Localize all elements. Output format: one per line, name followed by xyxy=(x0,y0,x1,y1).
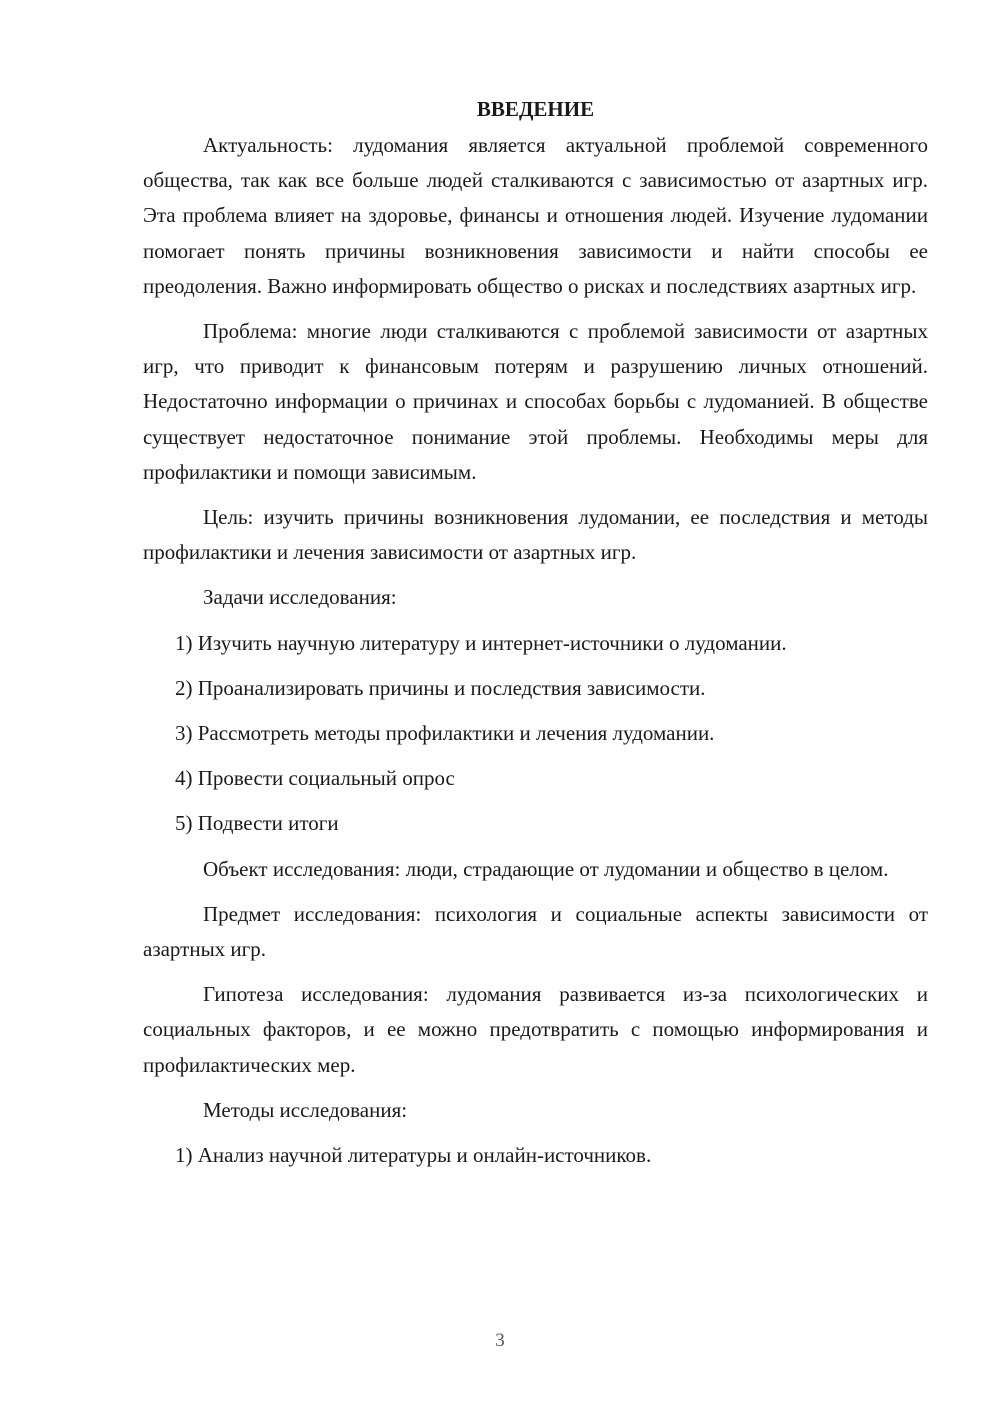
tasks-list xyxy=(143,626,928,842)
list-item: 4) Провести социальный опрос xyxy=(175,766,455,791)
paragraph-problem: Проблема: многие люди сталкиваются с проблемой зависимости от азартных игр, что приводит к финансовым потерям и разрушению личных отношений. Недостаточно информации о причинах и способах борьбы с лудоманией. В обществе существует недостаточное понимание этой проблемы. Необходимы меры для профилактики и помощи зависимым. xyxy=(143,319,928,484)
tasks-heading: Задачи исследования: xyxy=(203,585,397,610)
document-page xyxy=(143,92,928,1183)
paragraph-hypothesis: Гипотеза исследования: лудомания развивается из-за психологических и социальных факторов, и ее можно предотвратить с помощью информирования и профилактических мер. xyxy=(143,982,928,1077)
page-number: 3 xyxy=(495,1330,505,1351)
methods-list xyxy=(143,1138,928,1173)
list-item: 3) Рассмотреть методы профилактики и лечения лудомании. xyxy=(175,721,715,746)
list-item: 1) Анализ научной литературы и онлайн-источников. xyxy=(175,1143,652,1168)
list-item: 1) Изучить научную литературу и интернет-источники о лудомании. xyxy=(175,630,787,655)
list-item: 2) Проанализировать причины и последствия зависимости. xyxy=(175,675,706,700)
list-item: 5) Подвести итоги xyxy=(175,811,339,836)
page-title: ВВЕДЕНИЕ xyxy=(476,97,595,121)
paragraph-goal: Цель: изучить причины возникновения лудомании, ее последствия и методы профилактики и лечения зависимости от азартных игр. xyxy=(143,505,928,565)
paragraph-subject: Предмет исследования: психология и социальные аспекты зависимости от азартных игр. xyxy=(143,901,928,962)
methods-heading: Методы исследования: xyxy=(203,1097,408,1122)
paragraph-relevance: Актуальность: лудомания является актуальной проблемой современного общества, так как все больше людей сталкиваются с зависимостью от азартных игр. Эта проблема влияет на здоровье, финансы и отношения людей. Изучение лудомании помогает понять причины возникновения зависимости и найти способы ее преодоления. Важно информировать общество о рисках и последствиях азартных игр. xyxy=(143,133,928,298)
paragraph-object: Объект исследования: люди, страдающие от лудомании и общество в целом. xyxy=(203,856,889,881)
